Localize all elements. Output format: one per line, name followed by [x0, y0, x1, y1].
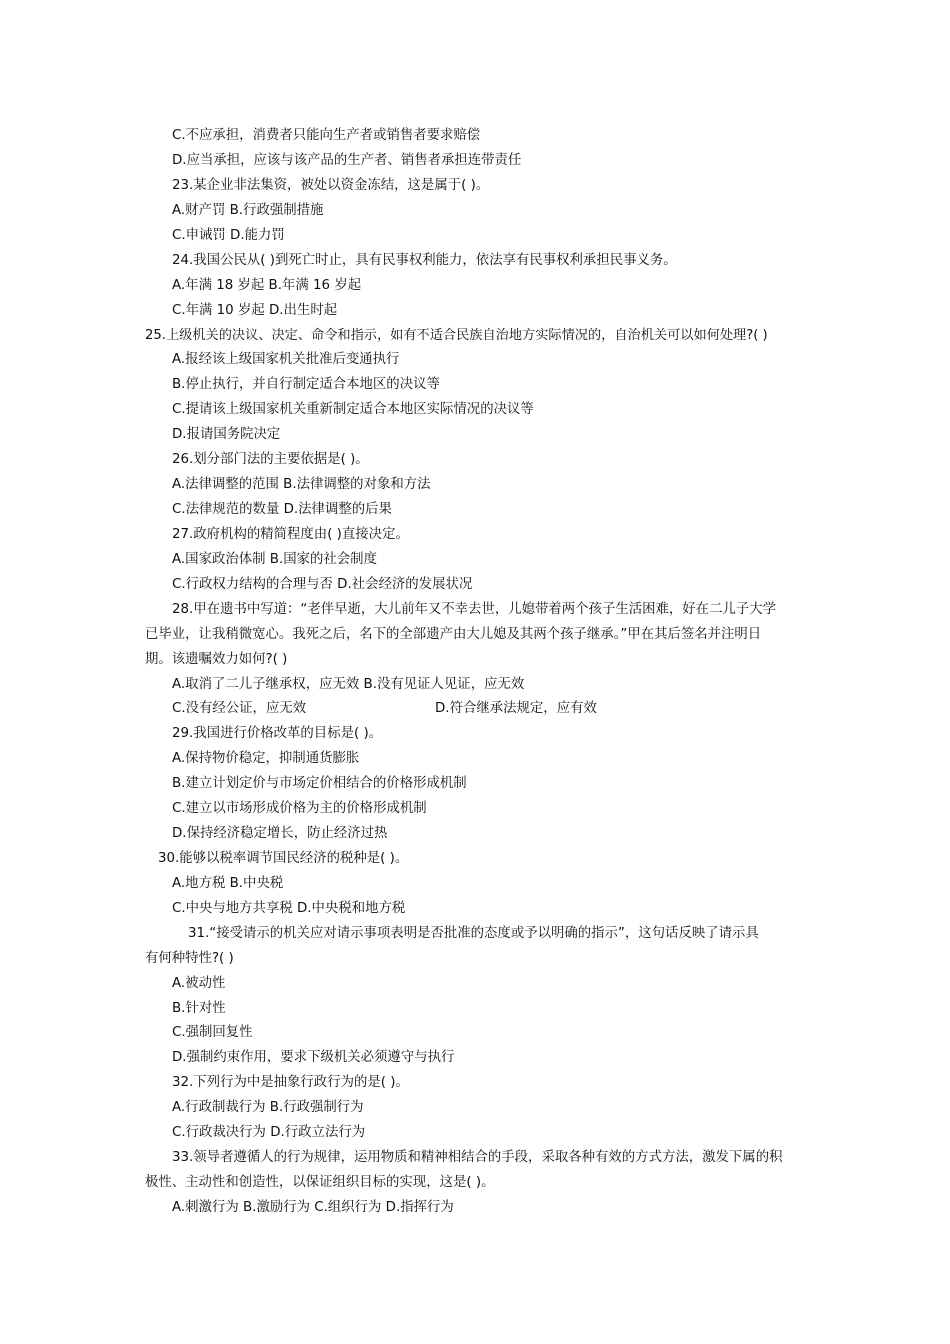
question-28: 28.甲在遗书中写道：“老伴早逝，大儿前年又不幸去世，儿媳带着两个孩子生活困难，好在二儿子大学: [172, 602, 777, 617]
question-23: 23.某企业非法集资，被处以资金冻结，这是属于( )。: [172, 178, 490, 193]
text-line: C.强制回复性: [172, 1025, 253, 1040]
question-27: 27.政府机构的精简程度由( )直接决定。: [172, 527, 409, 542]
text-line: C.年满 10 岁起 D.出生时起: [172, 303, 338, 318]
text-line: D.保持经济稳定增长，防止经济过热: [172, 826, 388, 841]
text-line: 期。该遗嘱效力如何?( ): [145, 652, 288, 667]
text-line: A.年满 18 岁起 B.年满 16 岁起: [172, 278, 362, 293]
text-line: 极性、主动性和创造性，以保证组织目标的实现，这是( )。: [145, 1175, 495, 1190]
text-line: C.中央与地方共享税 D.中央税和地方税: [172, 901, 406, 916]
text-line: D.报请国务院决定: [172, 427, 281, 442]
question-24: 24.我国公民从( )到死亡时止，具有民事权利能力，依法享有民事权利承担民事义务。: [172, 253, 677, 268]
text-line: A.财产罚 B.行政强制措施: [172, 203, 324, 218]
text-line: A.刺激行为 B.激励行为 C.组织行为 D.指挥行为: [172, 1200, 454, 1215]
question-26: 26.划分部门法的主要依据是( )。: [172, 452, 369, 467]
text-line: A.法律调整的范围 B.法律调整的对象和方法: [172, 477, 431, 492]
text-line: B.建立计划定价与市场定价相结合的价格形成机制: [172, 776, 467, 791]
text-line: C.行政权力结构的合理与否 D.社会经济的发展状况: [172, 577, 473, 592]
text-line: C.行政裁决行为 D.行政立法行为: [172, 1125, 366, 1140]
text-line: 已毕业，让我稍微宽心。我死之后，名下的全部遗产由大儿媳及其两个孩子继承。”甲在其后签名并注明日: [145, 627, 762, 642]
text-line: 有何种特性?( ): [145, 951, 234, 966]
text-line: C.建立以市场形成价格为主的价格形成机制: [172, 801, 427, 816]
text-line: A.被动性: [172, 976, 226, 991]
text-line: A.地方税 B.中央税: [172, 876, 284, 891]
text-line: D.强制约束作用，要求下级机关必须遵守与执行: [172, 1050, 455, 1065]
text-line: B.停止执行，并自行制定适合本地区的决议等: [172, 377, 440, 392]
text-line: A.保持物价稳定，抑制通货膨胀: [172, 751, 360, 766]
question-31: 31.“接受请示的机关应对请示事项表明是否批准的态度或予以明确的指示”，这句话反映了请示具: [188, 926, 759, 941]
question-29: 29.我国进行价格改革的目标是( )。: [172, 726, 383, 741]
text-line: D.符合继承法规定，应有效: [435, 701, 597, 716]
text-line: C.提请该上级国家机关重新制定适合本地区实际情况的决议等: [172, 402, 534, 417]
question-33: 33.领导者遵循人的行为规律，运用物质和精神相结合的手段，采取各种有效的方式方法，激发下属的积: [172, 1150, 783, 1165]
text-line: C.申诫罚 D.能力罚: [172, 228, 285, 243]
text-line: A.取消了二儿子继承权，应无效 B.没有见证人见证，应无效: [172, 677, 525, 692]
text-line: B.针对性: [172, 1001, 226, 1016]
text-line: A.报经该上级国家机关批准后变通执行: [172, 352, 400, 367]
question-25: 25.上级机关的决议、决定、命令和指示，如有不适合民族自治地方实际情况的，自治机关可以如何处理?( ): [145, 328, 768, 343]
text-line: C.法律规范的数量 D.法律调整的后果: [172, 502, 392, 517]
question-32: 32.下列行为中是抽象行政行为的是( )。: [172, 1075, 409, 1090]
question-30: 30.能够以税率调节国民经济的税种是( )。: [158, 851, 409, 866]
text-line: C.不应承担，消费者只能向生产者或销售者要求赔偿: [172, 128, 481, 143]
text-line: A.国家政治体制 B.国家的社会制度: [172, 552, 377, 567]
text-line: D.应当承担，应该与该产品的生产者、销售者承担连带责任: [172, 153, 522, 168]
text-line: C.没有经公证，应无效: [172, 701, 307, 716]
text-line: A.行政制裁行为 B.行政强制行为: [172, 1100, 364, 1115]
